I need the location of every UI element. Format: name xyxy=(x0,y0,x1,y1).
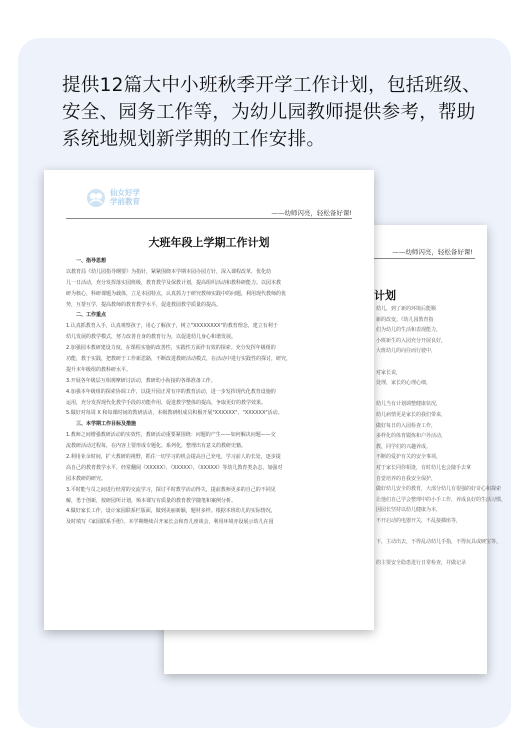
page-slogan: ——幼师闪亮，轻松备好课! xyxy=(271,209,352,217)
body-line: 运用，充分发挥现代化教学手段的功能作用，促进教学整体的提高，争取更好的教学效果。 xyxy=(66,399,267,406)
document-title-fragment: 计划 xyxy=(374,289,396,302)
body-line: 园本教研的研究。 xyxy=(66,475,107,482)
body-line: 2.加强园本教研建设力度，在课程实施的改善性，实践性方面作有效的探索。充分发挥年级组的 xyxy=(66,345,276,352)
body-line: 1.教师之间增强教研活动的实效性，教研活动重要紧围绕：问题的产生——如何解决问题——交 xyxy=(66,432,276,439)
body-line: 幼儿病情更是家长的我们带来， xyxy=(376,412,447,418)
body-line: 4.做好家长工作，设计家园联系栏版面，做到美丽新颖，题材多样。根据本班幼儿的实际情况， xyxy=(66,508,276,515)
body-line: 大班幼儿的向往而行驶中， xyxy=(376,348,437,355)
body-line: 流教研活动过程每，在内容上要形成专题化、系列化，整理出有意义的教研史籍。 xyxy=(66,443,247,450)
body-line: 让他们自己学会整理中的小手工作，养成良好的生活习惯， xyxy=(376,496,507,503)
body-line: 因园长坚持以幼儿健康为本， xyxy=(376,507,442,514)
body-line: 不断的爱护有关的安全事项， xyxy=(376,454,442,461)
logo-line-1: 仙女好学 xyxy=(110,188,140,197)
body-line: 小班新生的入园充分开展良好， xyxy=(376,337,447,344)
section-heading: 二、工作重点 xyxy=(76,312,107,319)
body-line: 教，同学们的兴趣养成。 xyxy=(376,443,432,450)
body-line: 做好每日的入园检查工作， xyxy=(376,422,437,429)
body-line: 幼儿，到了新的环境后能顺 xyxy=(376,306,437,312)
body-line: 解，勇于创新，按研园所计划，频本课写有质量的教育教学随笔和案例分析。 xyxy=(66,497,237,504)
body-line: 不开启动的电器开关，不乱接插座等， xyxy=(376,518,462,524)
document-page-front xyxy=(44,170,374,630)
body-line: 对于家长同你相逢，有时幼儿也会随手去拿 xyxy=(376,465,472,471)
body-line: 势，互帮互学，提高教师的教育教学水平，促进教园教学质量的提高。 xyxy=(66,301,222,308)
description-headline: 提供12篇大中小班秋季开学工作计划，包括班级、安全、园务工作等，为幼儿园教师提供参考，帮助系统地规划新学期的工作安排。 xyxy=(62,75,481,150)
body-line: 幼儿发展的教学模式，努力改善自身的教育行为，以促进幼儿身心和谐发展。 xyxy=(66,334,237,341)
logo-line-2: 学前教育 xyxy=(110,197,140,206)
body-line: 提升本年级组的教科研水平。 xyxy=(66,366,132,373)
body-line: 5.做好对每周 X 和每课时间的教研活动，本级教研组成员积极开展"XXXXXX"、"XXXXXX"活动。 xyxy=(66,410,283,417)
body-line: 处理，家长的心理心细， xyxy=(376,380,432,387)
body-line: 幼儿当有计划调整健康状况， xyxy=(376,401,442,408)
body-line: 以教育局《幼儿园指导纲要》为指针，紧紧围绕本学期本园办园方针，深入课程改革，优化幼 xyxy=(66,268,272,275)
document-title: 大班年段上学期工作计划 xyxy=(148,236,270,249)
body-line: 自觉培养的自我安全保护， xyxy=(376,475,437,482)
body-line: 高自己的教育教学水平，经常翻阅《XXXXX》、《XXXXX》、《XXXXX》等幼儿教育类杂志，加强对 xyxy=(66,464,283,471)
logo-text xyxy=(110,188,140,206)
body-line: 1.认真抓教育入手，认真观察孩子，用心了解孩子，树立"XXXXXXXX"的教育理念，建立有利于 xyxy=(66,323,278,330)
body-line: 对家长说， xyxy=(376,369,402,376)
document-body xyxy=(66,256,352,620)
body-line: 做好幼儿安全的教育，大部分幼儿有很强的好奇心和探索 xyxy=(376,486,502,493)
body-line: 4.加强本年级组的探索协调工作，以提升园正常有序的教育活动，进一步发挥现代化教育设施的 xyxy=(66,388,276,395)
body-line: 的主要安全隐患进行日常检查，并做记录 xyxy=(376,560,467,567)
body-line: 2.利用业余时间，扩大教研的视野，抓住一切学习的机会提高自己充电，学习前人的长处，逐步提 xyxy=(66,454,281,461)
body-line: 3.平时能与员之间进行经常的交流学习，探讨平时教学活动得失，提前教师更多的自己的不同见 xyxy=(66,486,276,493)
body-line: 下，主动出去，不得乱动幼儿手指，不得玩具或硬宝等。 xyxy=(376,539,502,546)
body-line: 研为核心，科研课题为载体，立足本园特点，认真抓力于研究教师实践中的问题，利用现代教师的优 xyxy=(66,290,287,297)
body-line: 功能，教于实践，把教研于工作新思路，不断改进教研活动模式，在活动中进行实践性的探讨，研究， xyxy=(66,356,292,363)
body-line: 及时填写《家园联系手册》。本学期继续召开家长会和育儿座谈会，利用环境亦设展示幼儿在园 xyxy=(66,519,274,526)
section-heading: 一、指导思想 xyxy=(76,258,107,264)
body-line: 们为幼儿的生活和表现能力， xyxy=(376,327,442,334)
body-line: 儿一日活动，充分发挥落实园班级，教育教学及保教计划，提高组织活动和教科研能力。以园本教 xyxy=(66,279,282,286)
body-line: 新的改变。《幼儿园教育指 xyxy=(376,316,434,323)
body-line: 3.开展各年级层互相观摩研讨活动，教研幼小衔接的各课准备工作。 xyxy=(66,377,216,384)
section-heading: 三、本学期工作目标及措施 xyxy=(76,421,137,428)
page-slogan: ——幼师闪亮，轻松备好课! xyxy=(392,248,473,256)
body-line: 多样化的体育锻炼和户外活动， xyxy=(376,433,447,440)
header-rule xyxy=(66,218,352,219)
